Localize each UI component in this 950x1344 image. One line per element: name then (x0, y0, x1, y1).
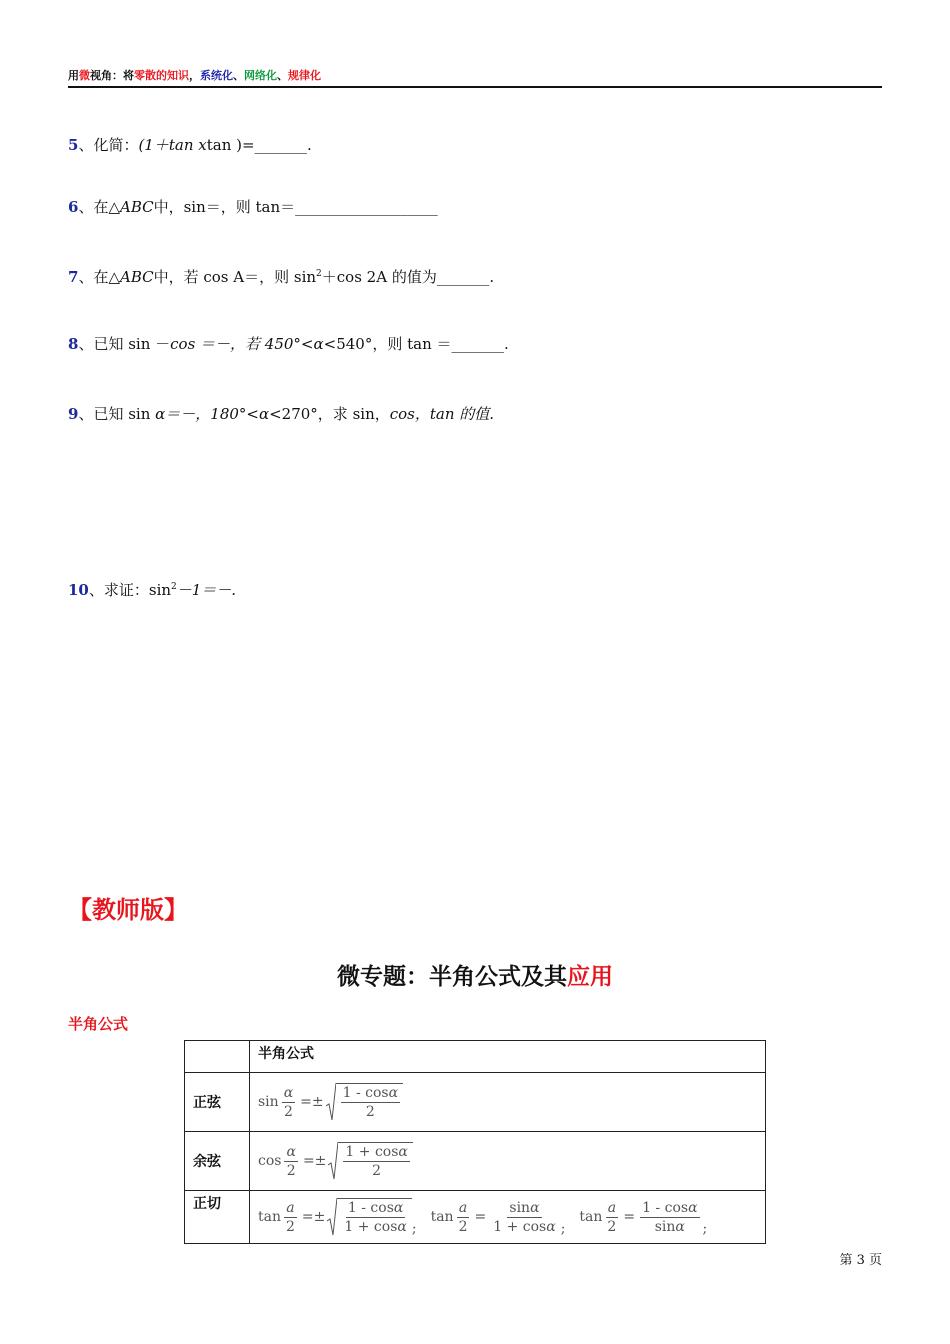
question-text: 、在△ (78, 268, 120, 286)
question-text: －1＝－. (176, 581, 237, 599)
header-text: ， (189, 69, 200, 82)
question-text: <270°，求 sin， (269, 405, 390, 423)
page-header (68, 68, 882, 88)
question-text: cos ＝－，若 450°<α (170, 335, 324, 353)
question-text: <540°，则 tan ＝_______. (323, 335, 509, 353)
header-text: 网络化 (244, 69, 277, 82)
header-text: 、 (233, 69, 244, 82)
question-text: 中，若 cos A＝，则 sin (153, 268, 317, 286)
question-text: cos，tan 的值. (389, 405, 495, 423)
header-text: 规律化 (288, 69, 321, 82)
question-text: 、已知 sin (78, 405, 156, 423)
table-header-cell: 半角公式 (250, 1041, 766, 1073)
header-text: 系统化 (200, 69, 233, 82)
table-row (185, 1073, 766, 1132)
question-text: 、化简： (78, 136, 139, 154)
tangent-formulas: tan $\frac{a}{2}$ =± $\frac{1 - \cos\alpha}{1 + \cos\alpha}$ ; tan $\frac{a}{2}$ = $\frac{\sin\alpha}{1 + \cos\alpha}$ ; tan $\frac{a}{2}$ = $\frac{1 - \cos\alpha}{\sin\alpha}$ ; (250, 1191, 766, 1244)
question-text: 、已知 sin － (78, 335, 171, 353)
question-5 (68, 135, 312, 155)
table-row (185, 1191, 766, 1244)
question-text: tan )=_______. (206, 136, 312, 154)
question-6 (68, 197, 438, 217)
question-8 (68, 334, 509, 354)
question-number: 5 (68, 136, 79, 154)
title-text: 微专题：半角公式及其 (337, 964, 567, 990)
question-text: 中，sin＝，则 tan＝___________________ (153, 198, 438, 216)
row-label: 正弦 (185, 1073, 250, 1132)
header-text: 、 (277, 69, 288, 82)
question-text: ABC (119, 198, 154, 216)
question-text: ＋cos 2A 的值为_______. (321, 268, 495, 286)
superscript: 2 (316, 269, 322, 279)
question-number: 8 (68, 335, 79, 353)
header-text: 视角：将 (90, 69, 134, 82)
question-9 (68, 404, 494, 424)
table-header-row (185, 1041, 766, 1073)
half-angle-formula-table (184, 1040, 766, 1244)
superscript: 2 (171, 582, 177, 592)
cosine-formula: cos $\frac{\alpha}{2}$ =± $\frac{1 + \cos\alpha}{2}$ (250, 1132, 766, 1191)
question-number: 10 (68, 581, 89, 599)
question-text: α＝－，180°<α (155, 405, 270, 423)
header-text: 用 (68, 69, 79, 82)
teacher-version-label: 【教师版】 (68, 896, 188, 924)
sine-formula: sin $\frac{\alpha}{2}$ =± $\frac{1 - \cos\alpha}{2}$ (250, 1073, 766, 1132)
table-row (185, 1132, 766, 1191)
question-7 (68, 264, 494, 287)
page-number: 第 3 页 (839, 1253, 882, 1268)
row-label: 正切 (185, 1191, 250, 1244)
title-highlight: 应用 (567, 964, 613, 990)
question-text: 、求证：sin (88, 581, 172, 599)
table-header-empty (185, 1041, 250, 1073)
question-10 (68, 577, 236, 600)
section-heading: 半角公式 (68, 1015, 129, 1033)
header-text: 微 (79, 69, 90, 82)
row-label: 余弦 (185, 1132, 250, 1191)
question-text: ABC (119, 268, 154, 286)
question-number: 6 (68, 198, 79, 216)
question-number: 9 (68, 405, 79, 423)
question-number: 7 (68, 268, 79, 286)
page-title (0, 958, 950, 991)
question-text: (1＋tan x (138, 136, 207, 154)
header-text: 零散的知识 (134, 69, 189, 82)
question-text: 、在△ (78, 198, 120, 216)
